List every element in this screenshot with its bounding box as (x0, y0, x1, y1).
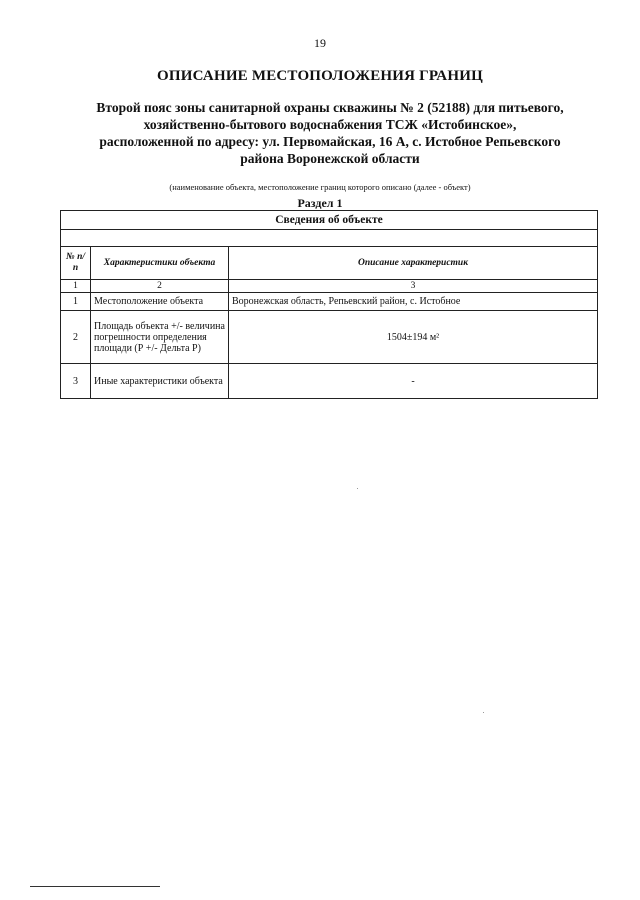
subtitle-line: расположенной по адресу: ул. Первомайская, 16 А, с. Истобное Репьевского (99, 134, 561, 149)
row-characteristic: Местоположение объекта (91, 293, 229, 311)
table-header-row (61, 247, 598, 280)
row-description: 1504±194 м² (229, 311, 598, 364)
column-index: 3 (229, 280, 598, 293)
header-num: № п/п (61, 247, 91, 280)
page-number: 19 (314, 36, 326, 50)
document-title: ОПИСАНИЕ МЕСТОПОЛОЖЕНИЯ ГРАНИЦ (157, 68, 483, 84)
object-description (50, 99, 610, 167)
table-index-row (61, 280, 598, 293)
section-heading: Раздел 1 (297, 196, 343, 210)
row-description: Воронежская область, Репьевский район, с. Истобное (229, 293, 598, 311)
table-caption: Сведения об объекте (61, 211, 598, 230)
row-num: 1 (61, 293, 91, 311)
header-characteristic: Характеристики объекта (91, 247, 229, 280)
subtitle-line: района Воронежской области (240, 151, 420, 166)
scan-speck (357, 488, 358, 489)
row-num: 3 (61, 364, 91, 399)
table-spacer-row (61, 230, 598, 247)
column-index: 1 (61, 280, 91, 293)
scan-speck (483, 712, 484, 713)
row-characteristic: Иные характеристики объекта (91, 364, 229, 399)
footnote-divider (30, 886, 160, 887)
table-row (61, 293, 598, 311)
header-description: Описание характеристик (229, 247, 598, 280)
table-row (61, 364, 598, 399)
row-characteristic: Площадь объекта +/- величина погрешности определения площади (Р +/- Дельта Р) (91, 311, 229, 364)
row-description: - (229, 364, 598, 399)
column-index: 2 (91, 280, 229, 293)
object-info-table (60, 210, 598, 399)
subtitle-line: Второй пояс зоны санитарной охраны скважины № 2 (52188) для питьевого, (96, 100, 564, 115)
table-row (61, 311, 598, 364)
row-num: 2 (61, 311, 91, 364)
subtitle-line: хозяйственно-бытового водоснабжения ТСЖ «Истобинское», (143, 117, 517, 132)
object-note: (наименование объекта, местоположение границ которого описано (далее - объект) (169, 182, 471, 192)
